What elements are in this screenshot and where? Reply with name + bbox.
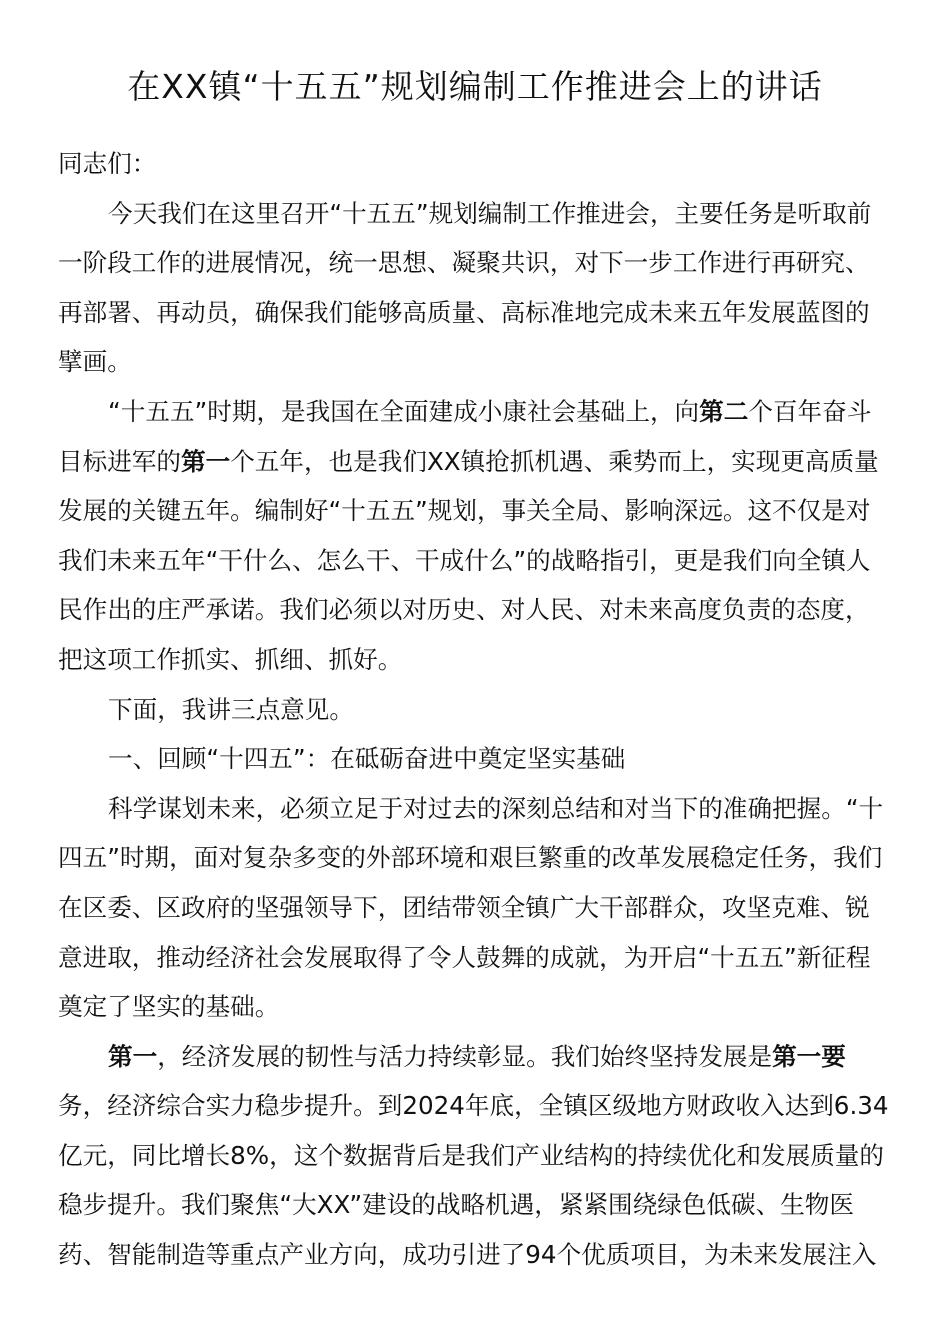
paragraph-period: [58, 387, 894, 685]
bold-run: 第一: [180, 446, 231, 476]
bold-run: 第二: [699, 396, 749, 426]
document-body: [58, 139, 894, 1280]
salutation: 同志们：: [58, 149, 157, 178]
document-title: 在XX镇“十五五”规划编制工作推进会上的讲话: [127, 67, 823, 106]
bold-run: 第一: [108, 1041, 158, 1071]
text-run: “十五五”时期，是我国在全面建成小康社会基础上，向: [108, 396, 700, 426]
paragraph-first-point: [58, 1032, 894, 1280]
text-run: 务，经济综合实力稳步提升。到2024年底，全镇区级地方财政收入达到6.34亿元，同比增长8%，这个数据背后是我们产业结构的持续优化和发展质量的稳步提升。我们聚焦“大XX”建设的战略机遇，紧紧围绕绿色低碳、生物医药、智能制造等重点产业方向，成功引进了94个优质项目，为未来发展注入: [58, 1091, 889, 1270]
section-heading-1: 一、回顾“十四五”：在砥砺奋进中奠定坚实基础: [108, 744, 626, 774]
text-run: ，经济发展的韧性与活力持续彰显。我们始终坚持发展是: [157, 1041, 773, 1071]
text-run: 个五年，也是我们XX镇抢抓机遇、乘势而上，实现更高质量发展的关键五年。编制好“十五五”规划，事关全局、影响深远。这不仅是对我们未来五年“干什么、怎么干、干成什么”的战略指引，更是我们向全镇人民作出的庄严承诺。我们必须以对历史、对人民、对未来高度负责的态度，把这项工作抓实、抓细、抓好。: [58, 446, 879, 674]
bold-run: 第一要: [772, 1041, 846, 1071]
text-run: 个百年奋斗目标进军的: [58, 396, 872, 476]
paragraph-review: 科学谋划未来，必须立足于对过去的深刻总结和对当下的准确把握。“十四五”时期，面对复杂多变的外部环境和艰巨繁重的改革发展稳定任务，我们在区委、区政府的坚强领导下，团结带领全镇广大干部群众，攻坚克难、锐意进取，推动经济社会发展取得了令人鼓舞的成就，为开启“十五五”新征程奠定了坚实的基础。: [58, 793, 884, 1022]
paragraph-three-points: 下面，我讲三点意见。: [108, 694, 354, 724]
paragraph-intro: 今天我们在这里召开“十五五”规划编制工作推进会，主要任务是听取前一阶段工作的进展情况，统一思想、凝聚共识，对下一步工作进行再研究、再部署、再动员，确保我们能够高质量、高标准地完成未来五年发展蓝图的擘画。: [58, 198, 872, 377]
